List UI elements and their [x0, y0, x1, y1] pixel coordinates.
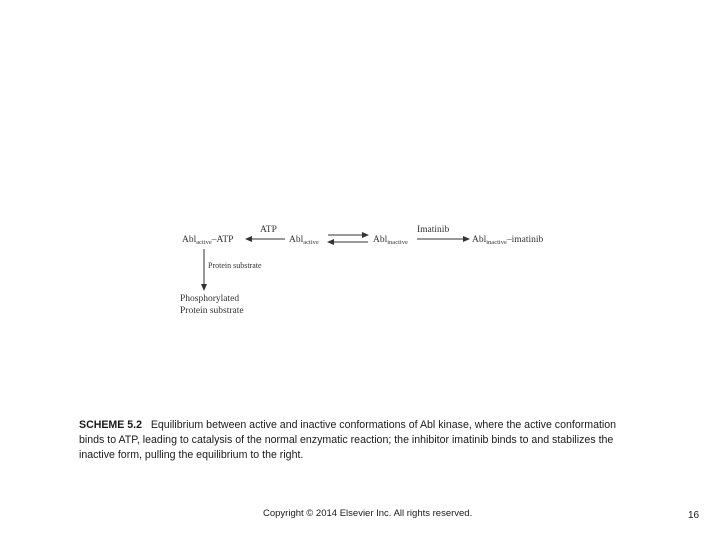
page-number: 16	[688, 510, 700, 521]
abl-active-atp-complex: Abl$_{active}$–ATP	[182, 235, 234, 246]
caption-label: SCHEME 5.2	[79, 419, 142, 431]
abl-inactive: Abl$_{inactive}$	[373, 235, 408, 246]
product-phosphorylated: Phosphorylated	[180, 294, 240, 304]
abl-active: Abl$_{active}$	[289, 235, 319, 246]
copyright-notice: Copyright © 2014 Elsevier Inc. All rights reserved.	[263, 508, 473, 519]
figure-caption	[79, 418, 619, 463]
caption-text: Equilibrium between active and inactive conformations of Abl kinase, where the active conformation binds to ATP, leading to catalysis of the normal enzymatic reaction; the inhibitor imatinib binds to and stabilizes the inactive form, pulling the equilibrium to the right.	[79, 419, 617, 461]
product-protein-substrate: Protein substrate	[180, 306, 244, 316]
protein-substrate-label: Protein substrate	[208, 261, 262, 270]
imatinib-label: Imatinib	[417, 225, 450, 235]
abl-inactive-imatinib-complex: Abl$_{inactive}$–imatinib	[472, 235, 544, 246]
atp-label: ATP	[260, 225, 277, 235]
